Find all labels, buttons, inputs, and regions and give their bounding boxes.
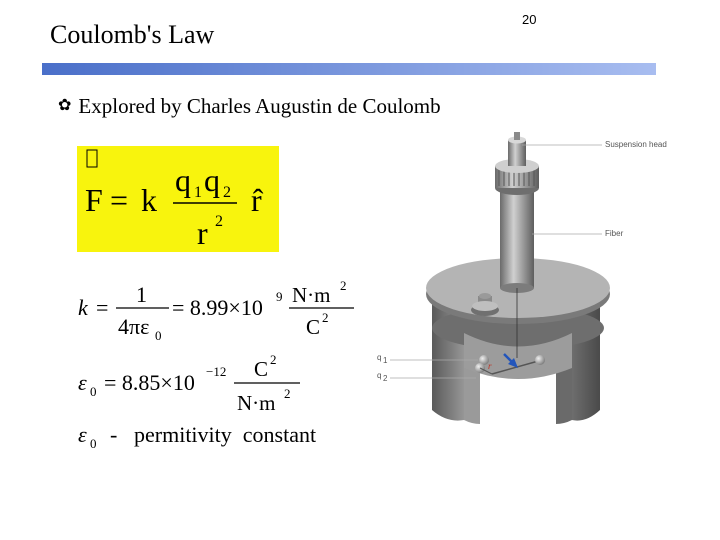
k-denominator: 4πε [118,314,150,339]
epsilon-desc-subscript: 0 [90,436,97,451]
suspension-head-label: Suspension head [605,140,667,149]
k-equals: = [96,295,109,320]
coulomb-formula [77,146,279,252]
unit-vector: r̂ [251,182,262,218]
coulomb-formula-box [77,146,279,252]
bullet-item [58,94,441,119]
epsilon-unit-denominator: N·m [237,391,276,415]
q1-label: q [377,353,382,362]
flower-bullet-icon: ✿ [58,95,72,114]
k-unit-denominator-exponent: 2 [322,310,329,325]
fiber-column [500,188,534,288]
epsilon-value: = 8.85×10 [104,370,195,395]
k-unit-numerator-exponent: 2 [340,278,347,293]
k-symbol: k [78,295,88,320]
epsilon-unit-numerator: C [254,357,269,381]
constant-definitions [74,270,374,460]
torsion-balance-diagram [372,128,692,433]
bullet-text: Explored by Charles Augustin de Coulomb [78,94,441,118]
force-symbol: F [85,182,103,218]
vector-arrow-icon [87,150,97,167]
title-bar [42,63,656,75]
r-label: r [488,361,492,371]
distance-r: r [197,215,208,251]
k-unit-denominator: C [306,315,321,339]
epsilon-exponent: −12 [206,364,227,379]
slide-title: Coulomb's Law [50,20,215,49]
coulomb-constant: k [141,182,157,218]
charge-q1-subscript: 1 [194,184,202,201]
epsilon-subscript: 0 [90,384,97,399]
epsilon-desc-dash: - [110,422,118,447]
q2-label: q [377,371,382,380]
k-exponent: 9 [276,289,283,304]
page-number: 20 [522,12,537,27]
epsilon-desc-symbol: ε [78,422,87,447]
charge-q1: q [175,162,191,198]
charge-q2: q [204,162,220,198]
k-unit-numerator: N·m [292,283,331,307]
k-value: = 8.99×10 [172,295,263,320]
k-numerator: 1 [136,282,147,307]
q2-label-subscript: 2 [383,374,388,383]
distance-exponent: 2 [215,213,223,230]
epsilon-symbol: ε [78,370,87,395]
fiber-label: Fiber [605,229,624,238]
charge-q2-subscript: 2 [223,184,231,201]
k-denominator-subscript: 0 [155,328,162,343]
q1-label-subscript: 1 [383,356,388,365]
equals-sign: = [110,182,129,218]
epsilon-unit-denominator-exponent: 2 [284,386,291,401]
epsilon-desc-text: permitivity constant [134,422,317,447]
epsilon-unit-numerator-exponent: 2 [270,352,277,367]
